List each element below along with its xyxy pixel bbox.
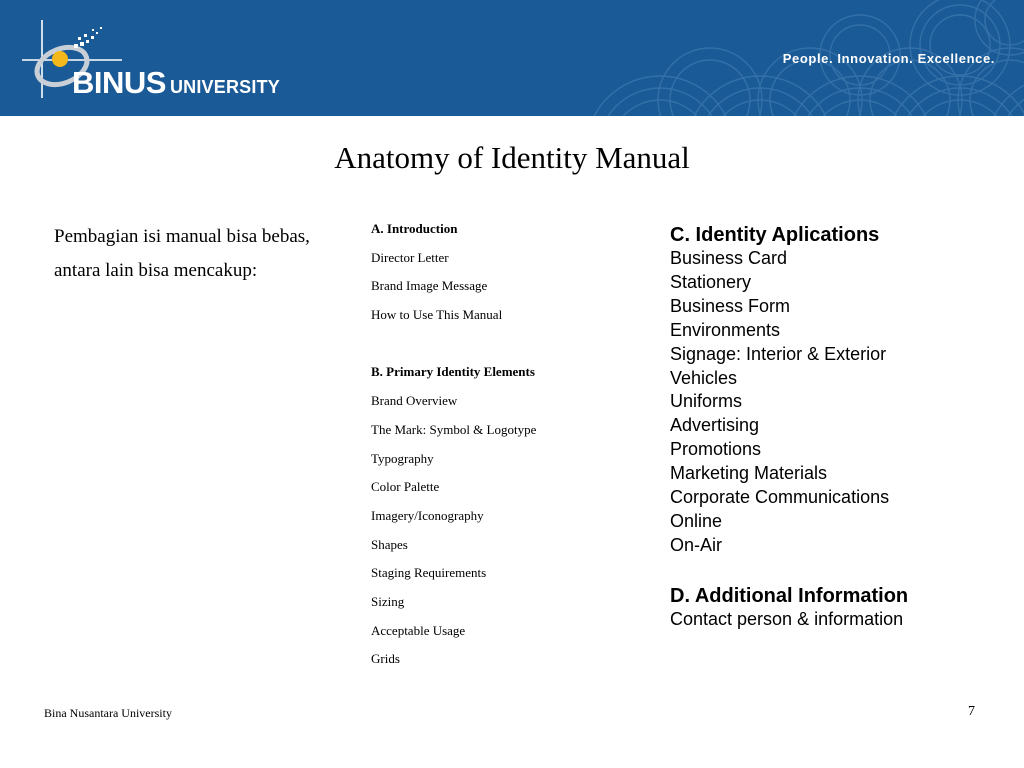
list-item: Sizing — [371, 593, 405, 609]
list-item: Staging Requirements — [371, 565, 487, 581]
logo-main-text: BINUS — [72, 65, 166, 100]
list-item: Corporate Communications — [670, 487, 890, 508]
slide-title: Anatomy of Identity Manual — [334, 140, 690, 175]
spacer — [371, 334, 631, 363]
list-item: Brand Image Message — [371, 278, 488, 294]
logo-sub-text: UNIVERSITY — [169, 77, 280, 97]
list-item: Director Letter — [371, 249, 449, 265]
outline-column-cd — [670, 223, 1010, 632]
list-item: Contact person & information — [670, 608, 904, 629]
list-item: Promotions — [670, 439, 762, 460]
outline-column-ab — [371, 219, 631, 678]
section-d-heading: D. Additional Information — [670, 584, 909, 607]
list-item: Imagery/Iconography — [371, 507, 484, 523]
logo-wordmark — [72, 65, 280, 101]
list-item: On-Air — [670, 534, 723, 555]
list-item: Environments — [670, 319, 781, 340]
list-item: Stationery — [670, 271, 752, 292]
page-number: 7 — [968, 704, 975, 719]
list-item: Acceptable Usage — [371, 622, 466, 638]
list-item: Color Palette — [371, 479, 440, 495]
list-item: Typography — [371, 450, 434, 466]
header-banner — [0, 0, 1024, 116]
list-item: How to Use This Manual — [371, 307, 503, 323]
list-item: Signage: Interior & Exterior — [670, 343, 887, 364]
section-c-heading: C. Identity Aplications — [670, 224, 880, 246]
list-item: Shapes — [371, 536, 408, 552]
list-item: Advertising — [670, 415, 760, 436]
binus-logo — [22, 18, 322, 100]
list-item: Business Form — [670, 295, 791, 316]
list-item: Brand Overview — [371, 393, 458, 409]
section-b-heading: B. Primary Identity Elements — [371, 364, 535, 380]
intro-text: Pembagian isi manual bisa bebas, antara lain bisa mencakup: — [54, 226, 310, 281]
list-item: Vehicles — [670, 367, 738, 388]
list-item: Marketing Materials — [670, 463, 828, 484]
list-item: Business Card — [670, 248, 788, 268]
footer-organization: Bina Nusantara University — [44, 706, 172, 720]
section-a-heading: A. Introduction — [371, 221, 458, 236]
list-item: Uniforms — [670, 391, 743, 412]
list-item: Online — [670, 510, 723, 531]
tagline: People. Innovation. Excellence. — [782, 51, 995, 66]
spacer — [670, 558, 1010, 584]
list-item: The Mark: Symbol & Logotype — [371, 421, 537, 437]
list-item: Grids — [371, 651, 400, 667]
